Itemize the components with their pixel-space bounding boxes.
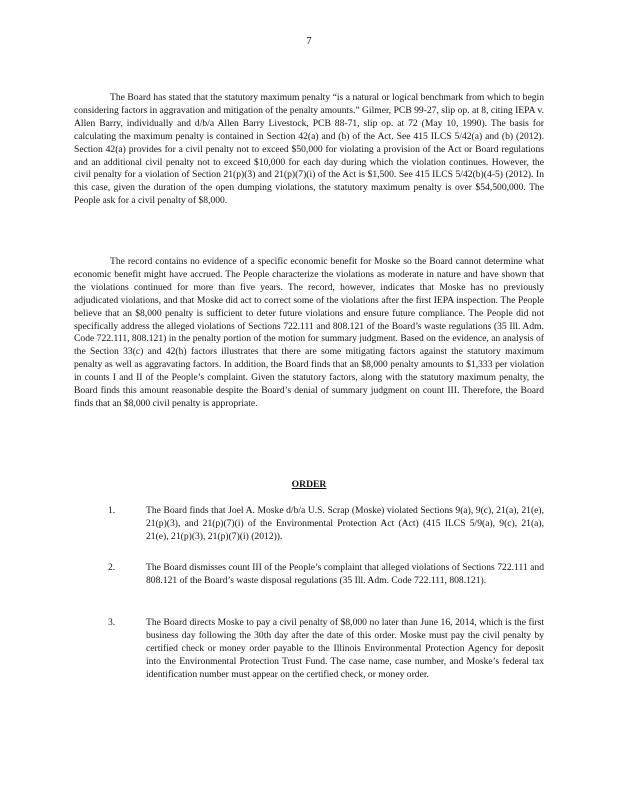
order-item-number: 1. xyxy=(108,505,116,516)
order-item-text: The Board directs Moske to pay a civil penalty of $8,000 no later than June 16, 2014, which is the first business day following the 30th day after the date of this order. Moske must pay the civil penalty by certified check or money order payable to the Illinois Environmental Protection Agency for deposit into the Environmental Protection Trust Fund. The case name, case number, and Moske’s federal tax identification number must appear on the certified check, or money order. xyxy=(146,617,544,680)
order-item-3 xyxy=(108,617,544,682)
order-item-text: The Board dismisses count III of the People’s complaint that alleged violations of Sections 722.111 and 808.121 of the Board’s waste disposal regulations (35 Ill. Adm. Code 722.111, 808.121). xyxy=(146,562,544,586)
paragraph-penalty-benchmark: The Board has stated that the statutory maximum penalty “is a natural or logical benchmark from which to begin considering factors in aggravation and mitigation of the penalty amounts.” Gilmer, PCB 99-27, slip op. at 8, citing IEPA v. Allen Barry, individually and d/b/a Allen Barry Livestock, PCB 88-71, slip op. at 72 (May 10, 1990). The basis for calculating the maximum penalty is contained in Section 42(a) and (b) of the Act. See 415 ILCS 5/42(a) and (b) (2012). Section 42(a) provides for a civil penalty not to exceed $50,000 for violating a provision of the Act or Board regulations and an additional civil penalty not to exceed $10,000 for each day during which the violation continues. However, the civil penalty for a violation of Section 21(p)(3) and 21(p)(7)(i) of the Act is $1,500. See 415 ILCS 5/42(b)(4-5) (2012). In this case, given the duration of the open dumping violations, the statutory maximum penalty is over $54,500,000. The People ask for a civil penalty of $8,000. xyxy=(74,92,544,207)
order-item-2 xyxy=(108,562,544,588)
order-item-1 xyxy=(108,505,544,544)
order-item-number: 2. xyxy=(108,562,116,573)
order-heading: ORDER xyxy=(291,479,327,490)
order-item-text: The Board finds that Joel A. Moske d/b/a U.S. Scrap (Moske) violated Sections 9(a), 9(c), 21(a), 21(e), 21(p)(3), and 21(p)(7)(i) of the Environmental Protection Act (Act) (415 ILCS 5/9(a), 9(c), 21(a), 21(e), 21(p)(3), 21(p)(7)(i) (2012)). xyxy=(146,505,544,542)
page-number: 7 xyxy=(306,36,312,47)
paragraph-economic-benefit: The record contains no evidence of a specific economic benefit for Moske so the Board cannot determine what economic benefit might have accrued. The People characterize the violations as moderate in nature and have shown that the violations continued for more than five years. The record, however, indicates that Moske has no previously adjudicated violations, and that Moske did act to correct some of the violations after the first IEPA inspection. The People believe that an $8,000 penalty is sufficient to deter future violations and ensure future compliance. The People did not specifically address the alleged violations of Sections 722.111 and 808.121 of the Board’s waste regulations (35 Ill. Adm. Code 722.111, 808.121) in the penalty portion of the motion for summary judgment. Based on the evidence, an analysis of the Section 33(c) and 42(h) factors illustrates that there are some mitigating factors against the statutory maximum penalty as well as aggravating factors. In addition, the Board finds that an $8,000 penalty amounts to $1,333 per violation in counts I and II of the People’s complaint. Given the statutory factors, along with the statutory maximum penalty, the Board finds this amount reasonable despite the Board’s denial of summary judgment on count III. Therefore, the Board finds that an $8,000 civil penalty is appropriate. xyxy=(74,256,544,409)
order-item-number: 3. xyxy=(108,617,116,628)
